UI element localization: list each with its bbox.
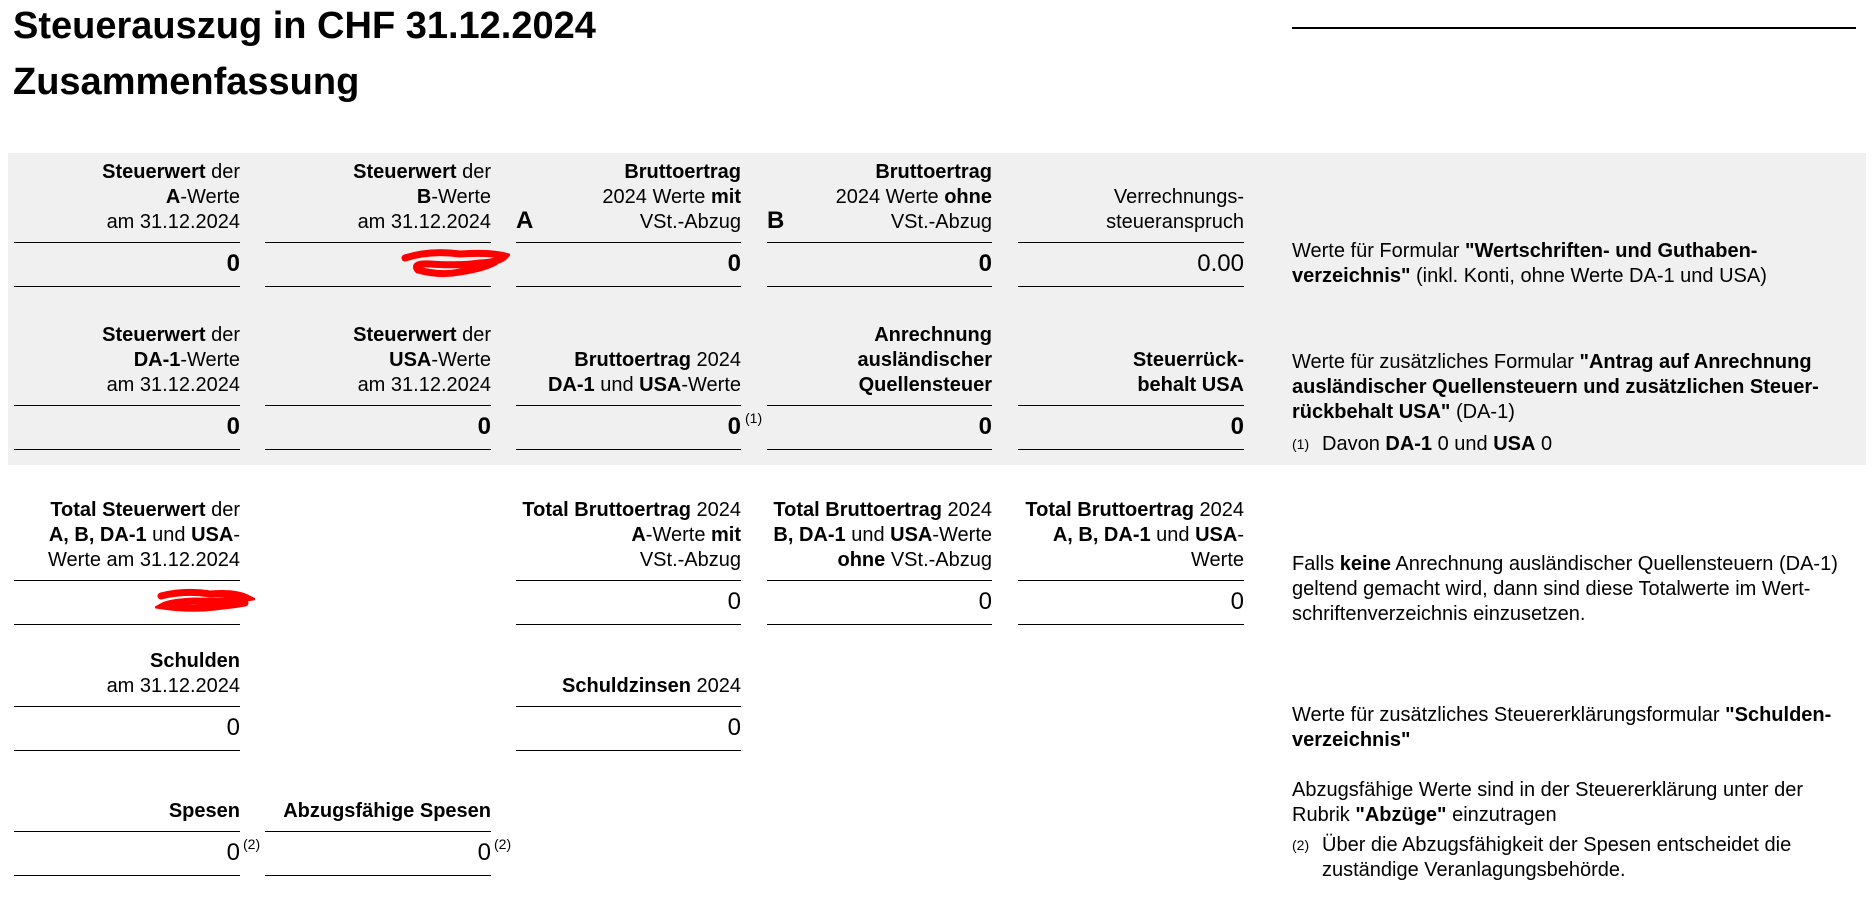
value-bruttoertrag-ohne: 0: [767, 242, 992, 287]
value-total-bruttoertrag-all: 0: [1018, 580, 1244, 625]
label-anrechnung-quellensteuer: Anrechnung ausländischer Quellensteuer: [857, 324, 992, 396]
label-schuldzinsen: Schuldzinsen 2024: [562, 675, 741, 697]
label-total-bruttoertrag-b: Total Bruttoertrag 2024 B, DA-1 und USA-Werte ohne VSt.-Abzug: [773, 499, 992, 571]
value-steuerwert-a: 0: [14, 242, 240, 287]
note-abzuege: Abzugsfähige Werte sind in der Steuererklärung unter der Rubrik "Abzüge" einzutragen: [1292, 779, 1804, 826]
letter-b: B: [767, 207, 785, 234]
label-bruttoertrag-da1-usa: Bruttoertrag 2024 DA-1 und USA-Werte: [547, 349, 741, 396]
label-schulden: Schulden am 31.12.2024: [106, 650, 240, 697]
redaction-mark: [400, 248, 510, 278]
note-wertschriftenverzeichnis: Werte für Formular "Wertschriften- und Guthaben-verzeichnis" (inkl. Konti, ohne Werte DA-1 und USA): [1292, 240, 1767, 287]
footnote-ref-2: (2): [494, 836, 512, 852]
document-subtitle: Zusammenfassung: [13, 61, 360, 103]
letter-a: A: [516, 207, 534, 234]
value-anrechnung-quellensteuer: 0: [767, 405, 992, 450]
signature-line: [1292, 27, 1856, 29]
label-steuerwert-a: Steuerwert der A-Werte am 31.12.2024: [102, 161, 240, 233]
label-total-bruttoertrag-all: Total Bruttoertrag 2024 A, B, DA-1 und USA- Werte: [1025, 499, 1244, 571]
value-bruttoertrag-mit: 0: [516, 242, 741, 287]
value-bruttoertrag-da1-usa: 0: [516, 405, 741, 450]
value-verrechnungssteuer: 0.00: [1018, 242, 1244, 287]
footnote-2: (2) Über die Abzugsfähigkeit der Spesen entscheidet die zuständige Veranlagungsbehörde.: [1292, 834, 1792, 881]
label-total-steuerwert: Total Steuerwert der A, B, DA-1 und USA- Werte am 31.12.2024: [48, 499, 240, 571]
label-bruttoertrag-ohne: Bruttoertrag 2024 Werte ohne VSt.-Abzug: [835, 161, 992, 233]
redaction-mark: [155, 588, 255, 614]
label-bruttoertrag-mit: Bruttoertrag 2024 Werte mit VSt.-Abzug: [602, 161, 741, 233]
label-steuerwert-usa: Steuerwert der USA-Werte am 31.12.2024: [353, 324, 491, 396]
footnote-ref-1: (1): [745, 410, 763, 426]
value-steuerwert-da1: 0: [14, 405, 240, 450]
label-steuerrueckbehalt-usa: Steuerrück- behalt USA: [1132, 349, 1244, 396]
value-steuerrueckbehalt-usa: 0: [1018, 405, 1244, 450]
value-total-bruttoertrag-b: 0: [767, 580, 992, 625]
note-schuldenverzeichnis: Werte für zusätzliches Steuererklärungsformular "Schulden-verzeichnis": [1292, 704, 1832, 751]
value-total-bruttoertrag-a: 0: [516, 580, 741, 625]
label-steuerwert-b: Steuerwert der B-Werte am 31.12.2024: [353, 161, 491, 233]
value-schuldzinsen: 0: [516, 706, 741, 751]
label-steuerwert-da1: Steuerwert der DA-1-Werte am 31.12.2024: [102, 324, 240, 396]
document-title: Steuerauszug in CHF 31.12.2024: [13, 5, 596, 47]
value-spesen: 0: [14, 831, 240, 876]
value-schulden: 0: [14, 706, 240, 751]
label-abzugsfaehige-spesen: Abzugsfähige Spesen: [283, 800, 491, 822]
label-verrechnungssteuer: Verrechnungs- steueranspruch: [1106, 186, 1244, 233]
note-keine-anrechnung: Falls keine Anrechnung ausländischer Quellensteuern (DA-1) geltend gemacht wird, dann sind diese Totalwerte im Wert-schriftenverzeichnis einzusetzen.: [1292, 553, 1838, 625]
label-spesen: Spesen: [168, 800, 240, 822]
value-abzugsfaehige-spesen: 0: [265, 831, 491, 876]
note-da1-formular: Werte für zusätzliches Formular "Antrag auf Anrechnung ausländischer Quellensteuern und zusätzlichen Steuer-rückbehalt USA" (DA-1): [1292, 351, 1819, 423]
label-total-bruttoertrag-a: Total Bruttoertrag 2024 A-Werte mit VSt.-Abzug: [522, 499, 741, 571]
footnote-ref-2: (2): [243, 836, 261, 852]
value-steuerwert-usa: 0: [265, 405, 491, 450]
footnote-1: (1) Davon DA-1 0 und USA 0: [1292, 433, 1553, 455]
